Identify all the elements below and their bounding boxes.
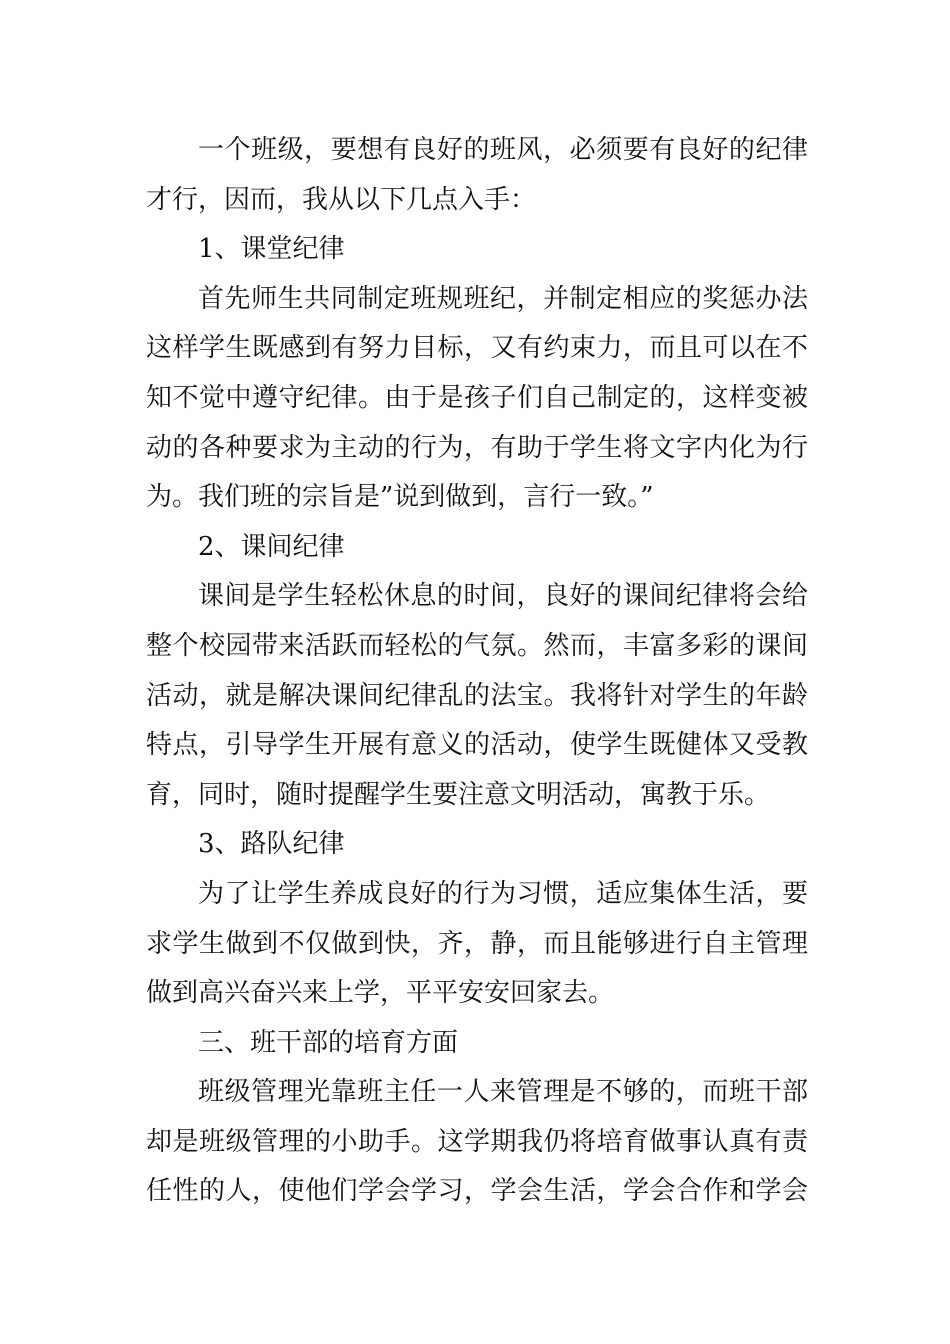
paragraph-line: 却是班级管理的小助手。这学期我仍将培育做事认真有责 — [146, 1126, 808, 1157]
paragraph-line: 育，同时，随时提醒学生要注意文明活动，寓教于乐。 — [146, 779, 771, 810]
section-heading: 三、班干部的培育方面 — [198, 1027, 459, 1058]
paragraph-line: 一个班级，要想有良好的班风，必须要有良好的纪律 — [198, 135, 808, 165]
paragraph-line: 为。我们班的宗旨是”说到做到，言行一致。” — [146, 482, 654, 513]
paragraph-line: 这样学生既感到有努力目标，又有约束力，而且可以在不 — [146, 333, 808, 364]
document-body — [146, 126, 808, 1217]
paragraph-line: 首先师生共同制定班规班纪，并制定相应的奖惩办法 — [198, 283, 808, 314]
paragraph-line: 做到高兴奋兴来上学，平平安安回家去。 — [146, 978, 615, 1009]
paragraph-line: 特点，引导学生开展有意义的活动，使学生既健体又受教 — [146, 730, 808, 761]
paragraph-line: 整个校园带来活跃而轻松的气氛。然而，丰富多彩的课间 — [146, 630, 808, 661]
section-heading: 3、路队纪律 — [198, 829, 345, 860]
paragraph-line: 知不觉中遵守纪律。由于是孩子们自己制定的，这样变被 — [146, 382, 808, 413]
section-heading: 2、课间纪律 — [198, 531, 345, 562]
paragraph-line: 课间是学生轻松休息的时间，良好的课间纪律将会给 — [198, 581, 808, 612]
section-heading: 1、课堂纪律 — [198, 234, 345, 265]
paragraph-line: 动的各种要求为主动的行为，有助于学生将文字内化为行 — [146, 432, 808, 463]
paragraph-line: 才行，因而，我从以下几点入手： — [146, 184, 537, 215]
paragraph-line: 班级管理光靠班主任一人来管理是不够的，而班干部 — [198, 1077, 808, 1108]
paragraph-line: 任性的人，使他们学会学习，学会生活，学会合作和学会 — [146, 1176, 808, 1207]
paragraph-line: 活动，就是解决课间纪律乱的法宝。我将针对学生的年龄 — [146, 680, 808, 711]
paragraph-line: 为了让学生养成良好的行为习惯，适应集体生活，要 — [198, 878, 808, 909]
paragraph-line: 求学生做到不仅做到快，齐，静，而且能够进行自主管理 — [146, 928, 808, 959]
